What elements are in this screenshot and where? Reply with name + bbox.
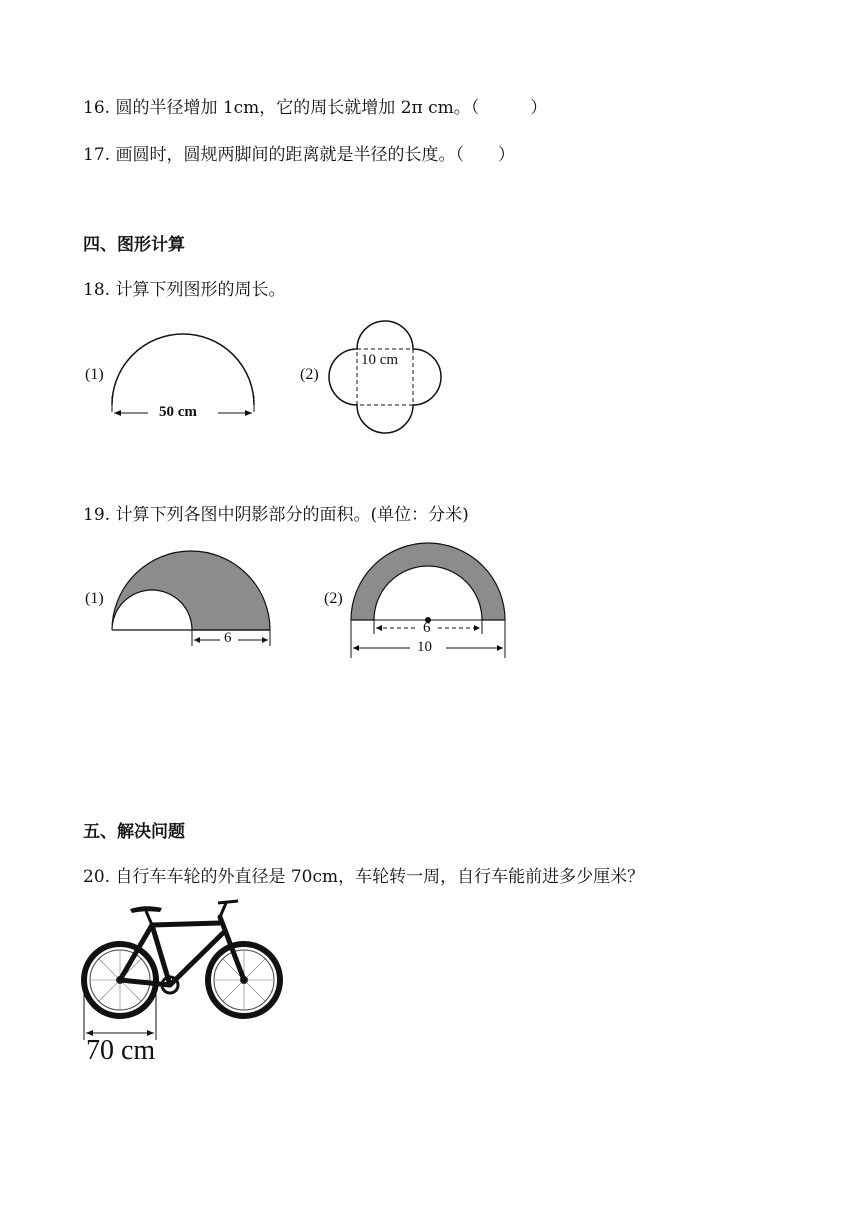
section-heading-figure-calculation: 四、图形计算 xyxy=(83,235,185,255)
question-18: 18. 计算下列图形的周长。 xyxy=(83,280,286,300)
question-17: 17. 画圆时，圆规两脚间的距离就是半径的长度。（ ） xyxy=(83,145,515,165)
question-16: 16. 圆的半径增加 1cm，它的周长就增加 2π cm。（ ） xyxy=(83,98,548,118)
figure-19-2-label: (2) xyxy=(324,590,343,607)
figure-19-1-dimension: 6 xyxy=(224,630,232,646)
bicycle-illustration xyxy=(80,895,300,1045)
question-20: 20. 自行车车轮的外直径是 70cm，车轮转一周，自行车能前进多少厘米？ xyxy=(83,867,645,887)
figure-18-1-dimension: 50 cm xyxy=(159,404,197,420)
figure-19-2-half-ring xyxy=(348,530,518,665)
figure-19-2-inner-dimension: 6 xyxy=(423,620,431,636)
section-heading-problem-solving: 五、解决问题 xyxy=(83,822,185,842)
figure-18-2-dimension: 10 cm xyxy=(361,352,399,368)
bicycle-wheel-dimension: 70 cm xyxy=(86,1035,156,1066)
figure-19-1-shaded-region xyxy=(108,540,278,650)
figure-19-2-outer-dimension: 10 xyxy=(417,639,432,655)
question-19: 19. 计算下列各图中阴影部分的面积。(单位：分米) xyxy=(83,505,469,525)
figure-18-1-label: (1) xyxy=(85,366,104,383)
figure-19-1-label: (1) xyxy=(85,590,104,607)
figure-18-2-clover-shape xyxy=(322,315,452,445)
figure-18-2-label: (2) xyxy=(300,366,319,383)
